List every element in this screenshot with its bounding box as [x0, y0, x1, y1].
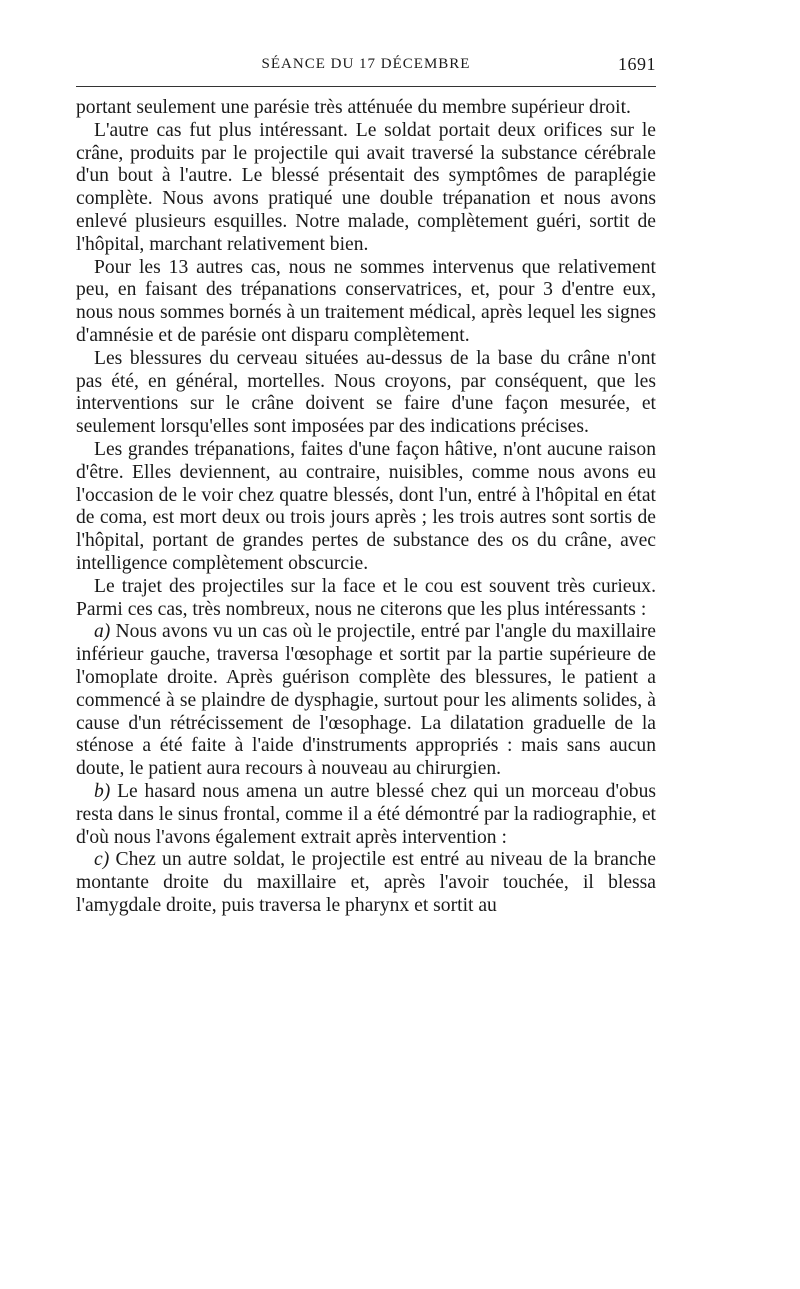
- document-page: [76, 50, 656, 918]
- paragraph-text: Les grandes trépanations, faites d'une façon hâtive, n'ont aucune raison d'être. Elles deviennent, au contraire, nuisibles, comme nous avons eu l'occasion de le voir chez quatre blessés, dont l'un, entré à l'hôpital en état de coma, est mort deux ou trois jours après ; les trois autres sont sortis de l'hôpital, portant de grandes pertes de substance des os du crâne, avec intelligence complètement obscurcie.: [76, 438, 656, 574]
- paragraph: [76, 97, 656, 120]
- running-head: [76, 50, 656, 80]
- paragraph-text: portant seulement une parésie très atténuée du membre supérieur droit.: [76, 97, 631, 118]
- paragraph: [76, 439, 656, 576]
- body-text: [76, 97, 656, 918]
- paragraph-text: Chez un autre soldat, le projectile est entré au niveau de la branche montante droite du maxillaire et, après l'avoir touchée, il blessa l'amygdale droite, puis traversa le pharynx et sortit au: [76, 849, 656, 916]
- case-letter: b): [94, 780, 111, 802]
- page-number: 1691: [618, 54, 656, 74]
- paragraph: [76, 348, 656, 439]
- paragraph: [76, 576, 656, 622]
- case-letter: c): [94, 849, 110, 871]
- paragraph-text: Nous avons vu un cas où le projectile, entré par l'angle du maxillaire inférieur gauche, traversa l'œsophage et sortit par la partie supérieure de l'omoplate droite. Après guérison complète des blessures, le patient a commencé à se plaindre de dysphagie, surtout pour les aliments solides, à cause d'un rétrécissement de l'œsophage. La dilatation graduelle de la sténose a été faite à l'aide d'instruments appropriés : mais sans aucun doute, le patient aura recours à nouveau au chirurgien.: [76, 621, 656, 780]
- paragraph: [76, 120, 656, 257]
- header-rule: [76, 86, 656, 87]
- paragraph-text: Pour les 13 autres cas, nous ne sommes intervenus que relativement peu, en faisant des trépanations conservatrices, et, pour 3 d'entre eux, nous nous sommes bornés à un traitement médical, après lequel les signes d'amnésie et de parésie ont disparu complètement.: [76, 256, 656, 346]
- paragraph-case-c: [76, 849, 656, 917]
- paragraph-case-b: [76, 781, 656, 849]
- paragraph-case-a: [76, 621, 656, 781]
- paragraph-text: Les blessures du cerveau situées au-dessus de la base du crâne n'ont pas été, en général, mortelles. Nous croyons, par conséquent, que les interventions sur le crâne doivent se faire d'une façon mesurée, et seulement lorsqu'elles sont imposées par des indications précises.: [76, 347, 656, 438]
- paragraph-text: L'autre cas fut plus intéressant. Le soldat portait deux orifices sur le crâne, produits par le projectile qui avait traversé la substance cérébrale d'un bout à l'autre. Le blessé présentait des symptômes de paraplégie complète. Nous avons pratiqué une double trépanation et nous avons enlevé plusieurs esquilles. Notre malade, complètement guéri, sortit de l'hôpital, marchant relativement bien.: [76, 119, 656, 255]
- running-title: SÉANCE DU 17 DÉCEMBRE: [261, 56, 471, 72]
- case-letter: a): [94, 621, 111, 643]
- paragraph-text: Le trajet des projectiles sur la face et le cou est souvent très curieux. Parmi ces cas, très nombreux, nous ne citerons que les plus intéressants :: [76, 575, 656, 620]
- paragraph: [76, 257, 656, 348]
- paragraph-text: Le hasard nous amena un autre blessé chez qui un morceau d'obus resta dans le sinus frontal, comme il a été démontré par la radiographie, et d'où nous l'avons également extrait après intervention :: [76, 780, 656, 848]
